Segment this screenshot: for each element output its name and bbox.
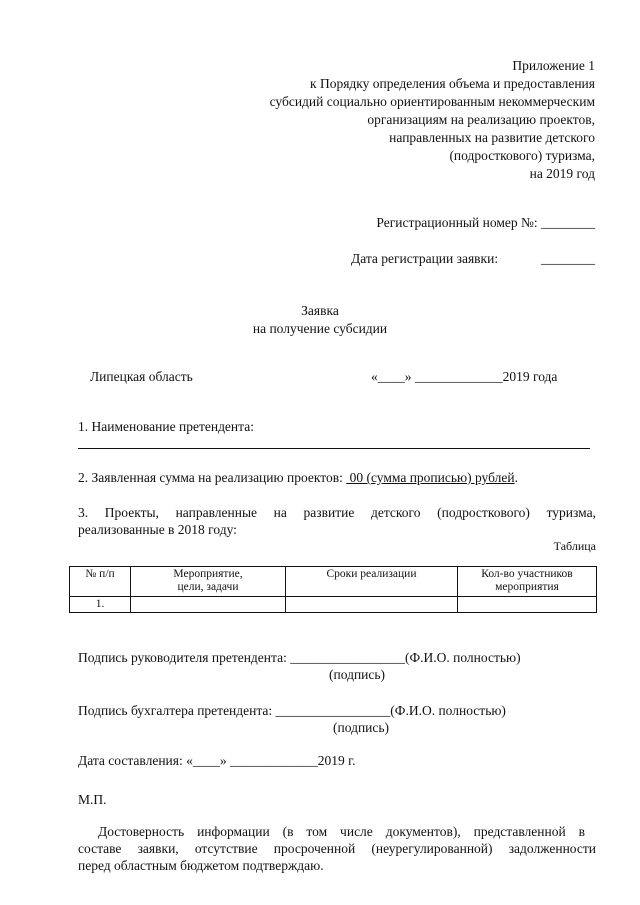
confirmation-line-2: составе заявки, отсутствие просроченной (неурегулированной) задолженности bbox=[78, 841, 596, 856]
table-cell bbox=[131, 597, 286, 613]
section-2-suffix: . bbox=[514, 470, 518, 485]
appendix-line-7: на 2019 год bbox=[529, 166, 595, 181]
table-header-period: Сроки реализации bbox=[286, 567, 458, 597]
document-subtitle: на получение субсидии bbox=[252, 321, 388, 336]
table-caption: Таблица bbox=[553, 539, 596, 553]
table-header-number: № п/п bbox=[70, 567, 131, 597]
table-cell: 1. bbox=[70, 597, 131, 613]
section-2-prefix: 2. Заявленная сумма на реализацию проектов: bbox=[78, 470, 347, 485]
document-title: Заявка bbox=[301, 303, 339, 318]
appendix-line-3: субсидий социально ориентированным некоммерческим bbox=[269, 94, 595, 109]
head-signature-caption: (подпись) bbox=[329, 667, 386, 682]
table-row bbox=[70, 597, 597, 613]
table-cell bbox=[286, 597, 458, 613]
confirmation-line-3: перед областным бюджетом подтверждаю. bbox=[78, 858, 324, 873]
section-3-line-1: 3. Проекты, направленные на развитие детского (подросткового) туризма, bbox=[78, 505, 596, 520]
seal-label: М.П. bbox=[78, 792, 107, 807]
accountant-signature-caption: (подпись) bbox=[333, 720, 390, 735]
table-header-row bbox=[70, 567, 597, 597]
region-label: Липецкая область bbox=[90, 369, 193, 384]
appendix-line-2: к Порядку определения объема и предоставления bbox=[310, 76, 595, 91]
accountant-signature-line: Подпись бухгалтера претендента: _________________(Ф.И.О. полностью) bbox=[78, 703, 506, 718]
table-header-participants: Кол-во участников мероприятия bbox=[458, 567, 597, 597]
registration-date-blank: ________ bbox=[541, 251, 595, 266]
table-header-event: Мероприятие, цели, задачи bbox=[131, 567, 286, 597]
table-cell bbox=[458, 597, 597, 613]
projects-table bbox=[69, 566, 597, 613]
appendix-line-5: направленных на развитие детского bbox=[389, 130, 595, 145]
head-signature-line: Подпись руководителя претендента: _________________(Ф.И.О. полностью) bbox=[78, 650, 521, 665]
compiled-date: Дата составления: «____» _____________2019 г. bbox=[78, 753, 356, 768]
appendix-line-4: организациям на реализацию проектов, bbox=[367, 112, 595, 127]
registration-number: Регистрационный номер №: ________ bbox=[376, 215, 595, 230]
appendix-line-1: Приложение 1 bbox=[512, 58, 595, 73]
section-1-applicant-name: 1. Наименование претендента: bbox=[78, 419, 254, 434]
appendix-line-6: (подросткового) туризма, bbox=[449, 148, 595, 163]
section-3-line-2: реализованные в 2018 году: bbox=[78, 522, 237, 537]
application-date: «____» _____________2019 года bbox=[371, 369, 558, 384]
confirmation-line-1: Достоверность информации (в том числе документов), представленной в bbox=[98, 824, 585, 839]
registration-date-label: Дата регистрации заявки: bbox=[351, 251, 499, 266]
applicant-name-line bbox=[78, 448, 590, 449]
section-2-amount bbox=[78, 470, 518, 486]
section-2-amount-value: 00 (сумма прописью) рублей bbox=[346, 470, 515, 485]
